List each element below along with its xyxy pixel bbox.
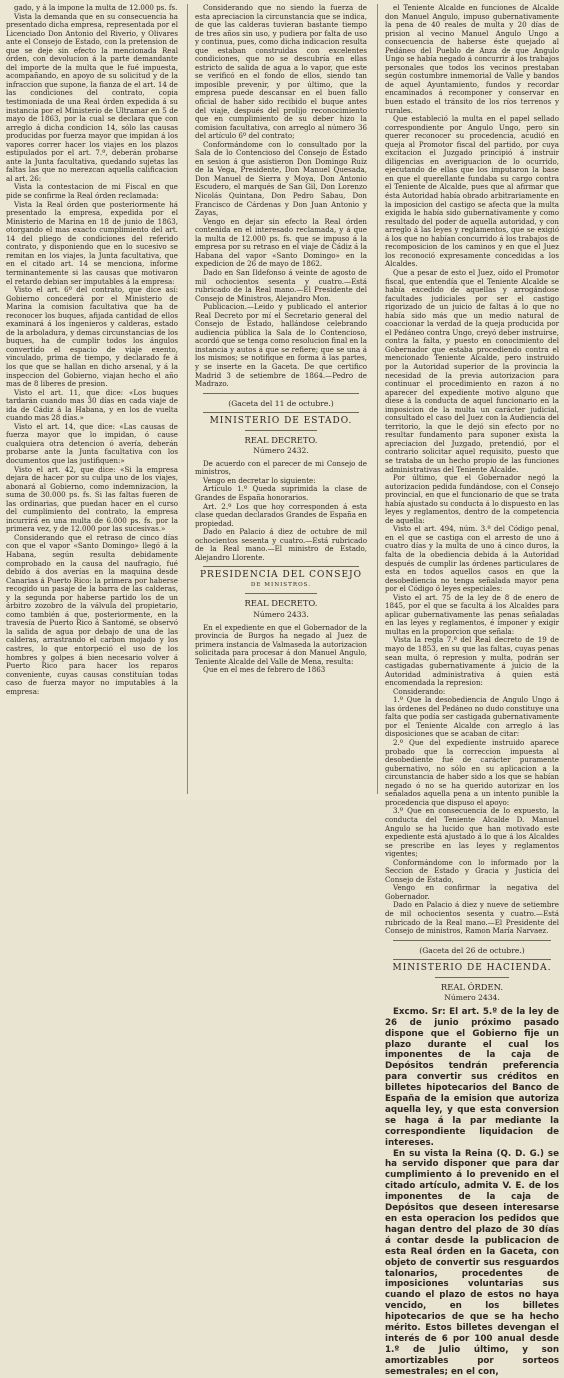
- column-right-text: [385, 4, 559, 936]
- paragraph: 1.º Que la desobediencia de Angulo Ungo á las órdenes del Pedáneo no dudo constituye una falta que podía ser castigada gubernativamente por el Teniente Alcalde con arreglo á las disposiciones que se acaban de citar:: [385, 695, 559, 739]
- decree-text: [195, 460, 367, 563]
- column-middle: [195, 4, 367, 794]
- paragraph: Que en el mes de febrero de 1863: [203, 665, 326, 675]
- paragraph: Visto el art. 11, que dice: «Los buques tardarán cuando mas 30 días en cada viaje de ida de Cádiz á la Habana, y en los de vuelta cuando mas 28 días.»: [6, 387, 178, 423]
- short-divider: [245, 430, 317, 431]
- short-divider: [245, 593, 317, 594]
- decree-number: Número 2432.: [253, 446, 309, 456]
- paragraph: En su vista la Reina (Q. D. G.) se ha servido disponer que para dar cumplimiento á lo prevenido en el citado artículo, admita V. E. de los imponentes de la caja de Depósitos que deseen interesarse en esta operacion los pedidos que hagan dentro del plazo de 30 días á contar desde la publicacion de esta Real órden en la Gaceta, con objeto de convertir sus resguardos talonarios, procedentes de imposiciones voluntarias sus cuando el plazo de estos no haya vencido, en los billetes hipotecarios de que se ha hecho mérito. Estos billetes devengan el interés de 6 por 100 anual desde 1.º de Julio último, y son amortizables por sorteos semestrales; en el con,: [385, 1148, 559, 1377]
- paragraph: Visto el art. 75 de la ley de 8 de enero de 1845, por el que se faculta á los Alcaldes para aplicar gubernativamente las penas señaladas en las leyes y reglamentos, é imponer y exigir multas en la proporcion que señala:: [385, 592, 559, 636]
- section-divider: [393, 959, 551, 960]
- gazette-date: (Gaceta del 11 de octubre.): [228, 398, 334, 408]
- paragraph: En el expediente en que el Gobernador de la provincia de Burgos ha negado al Juez de primera instancia de Valmaseda la autorizacion solicitada para procesar á don Manuel Angulo, Teniente Alcalde del Valle de Mena, resulta:: [195, 622, 367, 666]
- paragraph: Dado en Palacio á diez de octubre de mil ochocientos sesenta y cuatro.—Está rubricado de la Real mano.—El ministro de Estado, Alejandro Llorente.: [195, 527, 367, 562]
- presidency-subheading: DE MINISTROS.: [250, 581, 312, 588]
- decree-2-text: [195, 624, 367, 675]
- paragraph: De acuerdo con el parecer de mi Consejo de ministros,: [195, 458, 367, 477]
- paragraph: Considerando que no siendo la fuerza de esta apreciacion la circunstancia que se indica, de que las calderas tuvieran bastante tiempo de tres años sin uso, y pudiera por falta de uso y continua, pues, como dicha indicacion resulta que estaban construidas con excelentes condiciones, que no se descubría en ellas estricto de salida de agua a lo vapor, que este se verificó en el fondo de ellos, siendo tan imposible prevenir, y por último, que la empresa puede descansar en el buen fallo oficial de haber sido recibido el buque antes del viaje, después del prolijo reconocimiento que en cumplimiento de su deber hizo la comision facultativa, con arreglo al número 36 del artículo 6º del contrato;: [195, 3, 367, 141]
- paragraph: gado, y á la impone la multa de 12.000 ps. fs.: [14, 3, 178, 12]
- paragraph: Vista la regla 7.ª del Real decreto de 19 de mayo de 1853, en su que las faltas, cuyas penas sean multa, ó represion y multa, podrán ser castigadas gubernativamente á juicio de la Autoridad administrativa á quien está encomendada la represion:: [385, 635, 559, 688]
- paragraph: Vista la demanda que en su consecuencia ha presentado dicha empresa, representada por el Licenciado Don Antonio del Riverio, y Olivares ante el Consejo de Estado, con la pretension de que se deje sin efecto la mencionada Real órden, con devolucion á la parte demandante del importe de la multa que le fué impuesta, acompañando, en apoyo de su solicitud y de la infraccion que supone, la fianza de el art. 14 de las condiciones del contrato, copia testimoniada de una Real órden expedida á su instancia por el Ministerio de Ultramar en 5 de mayo de 1863, por la cual se declara que con arreglo á dicha condicion 14, sólo las causas producidas por fuerza mayor que impidan á los vapores correr hacer los viajes en los plazos estipulados por el art. 7.º, deberán probarse ante la Junta facultativa, quedando sujetas las faltas las que no merezcan aquella calificacion al art. 26:: [6, 11, 178, 183]
- paragraph: Dado en San Ildefonso á veinte de agosto de mil ochocientos sesenta y cuatro.—Está rubricado de la Real mano.—El Presidente del Consejo de Ministros, Alejandro Mon.: [195, 267, 367, 303]
- paragraph: Artículo 1.º Queda suprimida la clase de Grandes de España honorarios.: [195, 484, 367, 502]
- paragraph: Art. 2.º Los que hoy corresponden á esta clase quedan declarados Grandes de España en propiedad.: [195, 501, 367, 528]
- paragraph: Visto el art. 6º del contrato, que dice así: Gobierno concederá por el Ministerio de Marina la comision facultativa que ha de reconocer los buques, afijada cantidad de ellos examinará á los ingenieros y calderas, estado de la arboladura, y demas circunstancias de los buques, ha de cumplir todos los ángulos convertido el espacio de viaje exento, vinculado, prima de tiempo, y declarado fe á los que que se hallan en dicho arsenal, y á la inspeccion del Gobierno, viajan hecho el año mas de 8 liberes de presion.: [6, 285, 178, 389]
- decree-number-2: Número 2433.: [253, 610, 309, 619]
- ministry-heading-2: MINISTERIO DE HACIENDA.: [392, 963, 552, 974]
- paragraph: Por último, que el Gobernador negó la autorizacion pedida fundándose, con el Consejo provincial, en que el funcionario de que se trata había ajustado su conducta á lo dispuesto en las leyes y reglamentos, dentro de la competencia de aquella:: [385, 473, 559, 525]
- paragraph: 2.º Que del expediente instruido aparece probado que la correccion impuesta al desobediente fué de carácter puramente gubernativo, no sólo en su aplicacion a la circunstancia de haber sido a los que se habían negado ó no se ha querido autorizar en los señalados aquella pena a un intento punible la procedencia que dispuso el apoyo:: [385, 738, 559, 807]
- section-divider: [393, 940, 551, 941]
- paragraph: Publicacion.—Leido y publicado el anterior Real Decreto por mí el Secretario general del Consejo de Estado, hallándose celebrando audiencia pública la Sala de lo Contencioso, acordó que se tenga como resolucion final en la instancia y autos á que se refiere; que se una á los mismos; se notifique en forma á las partes, y se inserte en la Gaceta. De que certifico Madrid 3 de setiembre de 1864.—Pedro de Madrazo.: [195, 302, 367, 389]
- paragraph: Considerando:: [393, 686, 446, 696]
- paragraph: Visto el art. 494, núm. 3.º del Código penal, en el que se castiga con el arresto de uno á cuatro días y la multa de uno á cinco duros, la falta de la obediencia debida á la Autoridad después de cumplir las órdenes particulares de esta en todos aquellos casos en que la desobediencia no tenga señalada mayor pena por el Código ó leyes especiales:: [385, 524, 559, 594]
- gazette-date-2: (Gaceta del 26 de octubre.): [419, 945, 525, 955]
- paragraph: Vengo en decretar lo siguiente:: [203, 475, 316, 485]
- paragraph: el Teniente Alcalde en funciones de Alcalde don Manuel Angulo, impuso gubernativamente la pena de 40 reales de multa y 20 días de prision al vecino Manuel Angulo Ungo a consecuencia de haberse éste quejado al Pedáneo del Pueblo de Anza de que Angulo Ungo se había negado á concurrir á los trabajos personales que todos los vecinos prestaban según costumbre inmemorial de Valle y bandos de aquel Ayuntamiento, fundos y recordar encaminados á recomponer y conservar en buen estado el tránsito de los ríos terrenos y rurales.: [385, 3, 559, 115]
- paragraph: Que a pesar de esto el Juez, oído el Promotor fiscal, que entendía que el Teniente Alcalde se había excedido de aquellas y arrogándose facultades judiciales por ser el castigo rigorizado de un juicio de faltas á lo que no había sido más que un medio natural de coaccionar la verdad de la queja producida por el Pedáneo contra Ungo, creyó deber instruirse, contra la falta, y puesto en conocimiento del Gobernador que estaba procediendo contra el mencionado Teniente Alcalde, pero instruido por la Autoridad superior de la provincia la necesidad de la previa autorizacion para continuar el procedimiento en razon á no aparecer del expediente motivo alguno que diese á la conducta de aquel funcionario en la imposicion de la multa un carácter judicial, consultado el caso del Juez con la Audiencia del territorio, la que le dejó sin efecto por no resultar fundamento para suponer exista la apreciacion del Juzgado, pretendió, por el contrario solicitar aquel requisito, puesto que se trataba de un hecho propio de las funciones administrativas del Teniente Alcalde.: [385, 267, 559, 474]
- column-divider: [187, 4, 188, 794]
- paragraph: 3.º Que en consecuencia de lo expuesto, la conducta del Teniente Alcalde D. Manuel Angulo se ha lucido que han motivado este expediente está ajustado á lo que á los Alcaldes se prescribe en las leyes y reglamentos vigentes;: [385, 806, 559, 859]
- short-divider: [435, 977, 509, 978]
- paragraph: Dado en Palacio á diez y nueve de setiembre de mil ochocientos sesenta y cuatro.—Está rubricado de la Real mano.—El Presidente del Consejo de ministros, Ramon María Narvaez.: [385, 900, 559, 936]
- paragraph: Visto el art. 42, que dice: «Si la empresa dejara de hacer por su culpa uno de los viajes, abonará al Gobierno, como indemnizacion, la suma de 30.000 ps. fs. Si las faltas fueren de las ordinarias, que puedan hacer en el curso del cumplimiento del contrato, la empresa incurrirá en una multa de 6.000 ps. fs. por la primera vez, y de 12.000 por las sucesivas.»: [6, 464, 178, 534]
- paragraph: Visto el art. 14, que dice: «Las causas de fuerza mayor que lo impidan, ó cause cualquiera otra detencion ó avería, deberán probarse ante la Junta facultativa con los documentos que las justifiquen:»: [6, 421, 178, 465]
- paragraph: Vengo en dejar sin efecto la Real órden contenida en el interesado reclamada, y á que la multa de 12.000 ps. fs. que se impuso á la empresa por su retraso en el viaje de Cádiz á la Habana del vapor «Santo Domingo» en la expedicion de 26 de mayo de 1862.: [195, 216, 367, 269]
- paragraph: Vengo en confirmar la negativa del Gobernador.: [385, 883, 559, 901]
- column-middle-text: [195, 4, 367, 389]
- paragraph: Conformándome con lo informado por la Seccion de Estado y Gracia y Justicia del Consejo de Estado,: [385, 857, 559, 884]
- decree-heading: REAL DECRETO.: [244, 434, 318, 445]
- section-divider: [203, 566, 359, 567]
- section-divider: [203, 393, 359, 394]
- paragraph: Considerando que el retraso de cinco días con que el vapor «Santo Domingo» llegó á la Habana, según resulta debidamente comprobado en la causa del naufragio, fué debido á dos averías en la maquina desde Canarias á Puerto Rico: la primera por haberse recogido un pasaje de la barra de las calderas, y la segunda por haberse partido los de un árbitro zozobro de la válvula del propietario, como también á que, posteriormente, en la travesía de Puerto Rico á Santomé, se observó la salida de agua por debajo de una de las calderas, arrastrando el carbon mojado y los castres, lo que entorpeció el uso de los hombres y golpes á bien necesario volver á Puerto Rico para hacer los reparos conveniente, cuyas causas constituían todas caso de fuerza mayor no imputables á la empresa:: [6, 532, 178, 696]
- column-left: [6, 4, 178, 794]
- paragraph: Vista la Real órden que posteriormente há presentado la empresa, expedida por el Ministerio de Marina en 18 de junio de 1863, otorgando el mas exacto cumplimiento del art. 14 del pliego de condiciones del referido contrato, y disponiendo que en lo sucesivo se remitan en los viajes, la Junta facultativa, que en el citado art. 14 se menciona, informe terminantemente si las causas que motivaron el retardo debian ser imputables á la empresa:: [6, 199, 178, 286]
- paragraph: Que estableció la multa en el papel sellado correspondiente por Angulo Ungo, pero sin querer reconocer su procedencia, acudió en queja al Promotor fiscal del partido, por cuya excitacion el Juzgado principió á instruir diligencias en averiguacion de lo ocurrido, ejecutando de ellas que los imputaron la base en que el querellante fundaba su cargo contra el Teniente de Alcalde, pues que al afirmar que ésta Autoridad había obrado arbitrariamente en la imposicion del castigo se afecta que la multa exigida le había sido gubernativamente y como resultado del poder de aquella autoridad, y con arreglo á las leyes y reglamentos, que se exigió á los que no habían concurrido á los trabajos de recomposicion de los caminos y en que el Juez los reconoció expresamente concedidas a los Alcaldes.: [385, 114, 559, 269]
- presidency-heading: PRESIDENCIA DEL CONSEJO: [199, 570, 363, 581]
- column-left-text: [6, 4, 178, 696]
- column-right: [385, 3, 559, 1377]
- column-divider: [377, 4, 378, 794]
- decree-heading-2: REAL DECRETO.: [244, 598, 318, 609]
- order-number: Número 2434.: [444, 993, 500, 1003]
- ministry-heading: MINISTERIO DE ESTADO.: [209, 416, 353, 427]
- paragraph: Conformándome con lo consultado por la Sala de lo Contencioso del Consejo de Estado en sesion á que asistieron Don Domingo Ruiz de la Vega, Presidente, Don Manuel Quesada, Don Manuel de Sierra y Moya, Don Antonio Escudero, el marqués de San Gil, Don Lorenzo Nicolás Quintana, Don Pedro Sabau, Don Francisco de Cárdenas y Don Juan Antonio y Zayas,: [195, 139, 367, 218]
- paragraph: Excmo. Sr: El art. 5.º de la ley de 26 de junio próximo pasado dispone que el Gobierno fije un plazo durante el cual los imponentes de la caja de Depósitos tendrán preferencia para convertir sus créditos en billetes hipotecarios del Banco de España de la emision que autoriza aquella ley, y que esta conversion se haga á la par mediante la correspondiente liquidacion de intereses.: [385, 1006, 559, 1148]
- order-heading: REAL ÓRDEN.: [440, 981, 504, 992]
- paragraph: Vista la contestacion de mi Fiscal en que pide se confirme la Real órden reclamada:: [6, 182, 178, 201]
- section-divider: [203, 412, 359, 413]
- order-text: [385, 1007, 559, 1378]
